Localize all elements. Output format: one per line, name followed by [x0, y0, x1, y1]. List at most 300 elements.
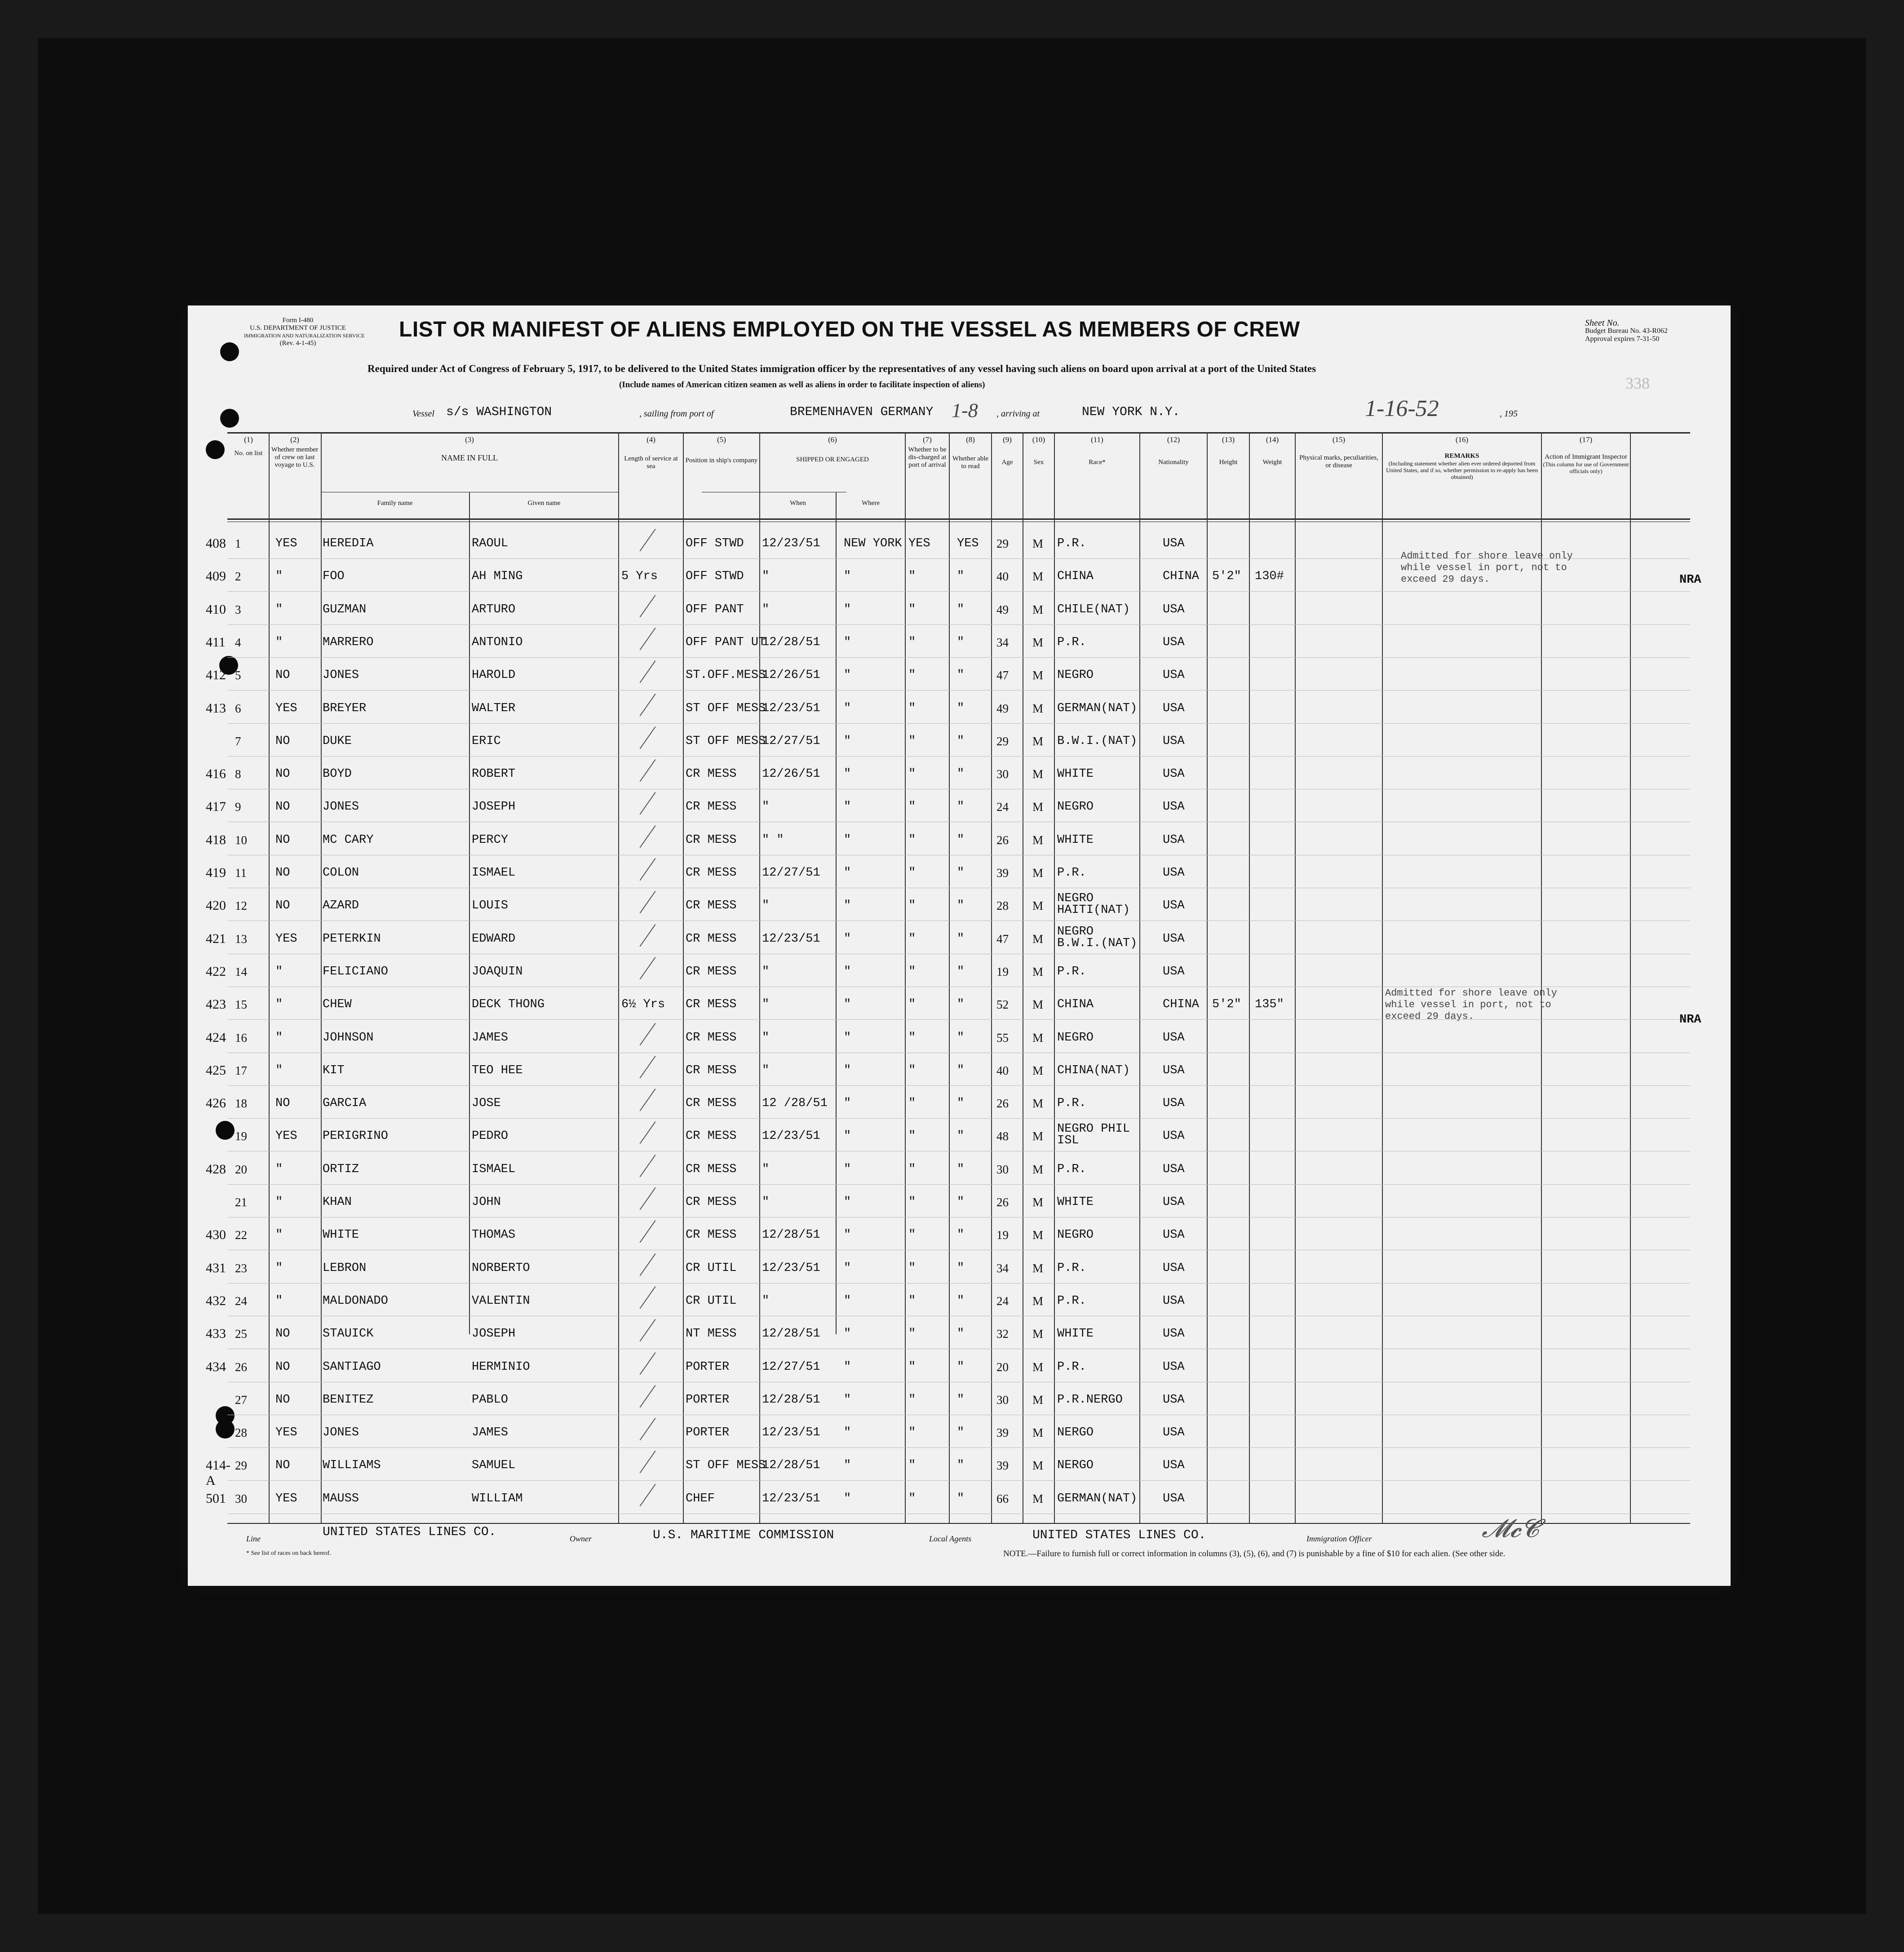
col-label: Weight — [1262, 459, 1282, 466]
header-col17 — [1542, 436, 1630, 474]
engaged-when: 12/23/51 — [762, 1426, 820, 1440]
col-number: (5) — [717, 435, 726, 444]
sex: M — [1032, 1294, 1044, 1308]
race: CHINA(NAT) — [1057, 1063, 1130, 1077]
family-name: JONES — [323, 668, 359, 682]
col-number: (10) — [1032, 435, 1045, 444]
family-name: MC CARY — [323, 833, 374, 847]
ship-position: ST OFF MESS — [686, 734, 766, 748]
row-number: 4 — [235, 635, 241, 649]
pen-stroke — [640, 1220, 656, 1243]
nationality: USA — [1163, 1261, 1185, 1275]
row-number: 11 — [235, 866, 247, 880]
discharged-at-arrival: " — [908, 965, 916, 978]
discharged-at-arrival: " — [908, 1162, 916, 1176]
col-number: (16) — [1455, 435, 1469, 444]
race: GERMAN(NAT) — [1057, 1492, 1138, 1505]
header-col10 — [1023, 436, 1054, 466]
sex: M — [1032, 965, 1044, 978]
column-divider — [759, 432, 760, 1523]
given-name: ISMAEL — [472, 1162, 516, 1176]
column-divider — [1139, 432, 1140, 1523]
race: P.R. — [1057, 1261, 1086, 1275]
nationality: USA — [1163, 1426, 1185, 1440]
service-length: 5 Yrs — [621, 570, 658, 584]
ship-position: OFF PANT — [686, 602, 744, 616]
nationality: USA — [1163, 800, 1185, 814]
sex: M — [1032, 635, 1044, 649]
row-number: 16 — [235, 1031, 247, 1045]
race: CHINA — [1057, 570, 1094, 584]
sex: M — [1032, 1063, 1044, 1077]
given-name: EDWARD — [472, 932, 516, 946]
discharged-at-arrival: " — [908, 932, 916, 946]
able-to-read: " — [957, 1129, 965, 1143]
handwritten-list-number: 409 — [206, 569, 226, 584]
nationality: USA — [1163, 767, 1185, 781]
nationality: USA — [1163, 1195, 1185, 1209]
col-number: (6) — [828, 435, 837, 444]
age: 34 — [996, 635, 1009, 649]
engaged-where: " — [844, 701, 851, 715]
pen-stroke — [640, 628, 656, 650]
nationality: CHINA — [1163, 998, 1200, 1012]
row-number: 2 — [235, 570, 241, 584]
row-rule — [227, 1085, 1690, 1086]
pen-stroke — [640, 694, 656, 716]
crew-last-voyage: NO — [275, 734, 290, 748]
able-to-read: " — [957, 1228, 965, 1242]
engaged-when: 12/28/51 — [762, 1393, 820, 1407]
discharged-at-arrival: " — [908, 1492, 916, 1505]
crew-last-voyage: " — [275, 635, 283, 649]
race: CHILE(NAT) — [1057, 602, 1130, 616]
row-number: 6 — [235, 701, 241, 715]
given-name: JAMES — [472, 1426, 509, 1440]
crew-last-voyage: " — [275, 998, 283, 1012]
age: 48 — [996, 1129, 1009, 1143]
pen-stroke — [640, 1418, 656, 1440]
family-name: CHEW — [323, 998, 352, 1012]
pen-stroke — [640, 957, 656, 979]
nationality: USA — [1163, 701, 1185, 715]
family-name: PERIGRINO — [323, 1129, 388, 1143]
handwritten-list-number: 428 — [206, 1161, 226, 1177]
crew-last-voyage: NO — [275, 800, 290, 814]
race: GERMAN(NAT) — [1057, 701, 1138, 715]
age: 26 — [996, 833, 1009, 847]
age: 28 — [996, 899, 1009, 913]
age: 30 — [996, 1393, 1009, 1407]
row-number: 10 — [235, 833, 247, 847]
row-number: 20 — [235, 1162, 247, 1176]
given-name: WALTER — [472, 701, 516, 715]
race: P.R. — [1057, 1360, 1086, 1374]
nationality: USA — [1163, 1031, 1185, 1045]
family-name: BREYER — [323, 701, 367, 715]
engaged-where: " — [844, 1097, 851, 1111]
ship-position: ST.OFF.MESS — [686, 668, 766, 682]
column-divider — [1382, 432, 1383, 1523]
age: 32 — [996, 1327, 1009, 1341]
given-name: JOHN — [472, 1195, 501, 1209]
family-name: PETERKIN — [323, 932, 381, 946]
race: NEGRO PHIL ISL — [1057, 1122, 1130, 1148]
engaged-when: 12/28/51 — [762, 1228, 820, 1242]
column-divider — [836, 492, 837, 1334]
family-name: ORTIZ — [323, 1162, 359, 1176]
handwritten-list-number: 411 — [206, 634, 226, 650]
family-name: MAUSS — [323, 1492, 359, 1505]
race: P.R. — [1057, 1162, 1086, 1176]
form-header-block — [244, 317, 365, 347]
given-name: JOSEPH — [472, 1327, 516, 1341]
column-divider — [1054, 432, 1055, 1523]
engaged-when: " — [762, 1063, 770, 1077]
engaged-where: " — [844, 1294, 851, 1308]
column-divider — [683, 432, 684, 1523]
given-name: PEDRO — [472, 1129, 509, 1143]
discharged-at-arrival: " — [908, 1261, 916, 1275]
given-name: ARTURO — [472, 602, 516, 616]
ship-position: OFF STWD — [686, 570, 744, 584]
given-name: PABLO — [472, 1393, 509, 1407]
col-number: (1) — [244, 435, 253, 444]
engaged-when: " — [762, 899, 770, 913]
nationality: USA — [1163, 635, 1185, 649]
sex: M — [1032, 767, 1044, 781]
engaged-when: 12/23/51 — [762, 1261, 820, 1275]
sex: M — [1032, 998, 1044, 1012]
service-name: IMMIGRATION AND NATURALIZATION SERVICE — [244, 332, 365, 339]
header-col3 — [321, 436, 618, 462]
row-number: 8 — [235, 767, 241, 781]
nationality: USA — [1163, 1360, 1185, 1374]
given-name: DECK THONG — [472, 998, 545, 1012]
year-label: , 195 — [1500, 409, 1518, 419]
row-rule — [227, 591, 1690, 592]
vessel-label: Vessel — [412, 409, 434, 419]
row-rule — [227, 690, 1690, 691]
sex: M — [1032, 833, 1044, 847]
column-divider — [618, 432, 619, 1523]
crew-last-voyage: NO — [275, 1327, 290, 1341]
pen-stroke — [640, 1253, 656, 1276]
engaged-when: " — [762, 1294, 770, 1308]
row-number: 13 — [235, 932, 247, 946]
col-label: Whether to be dis-charged at port of arrival — [908, 446, 947, 469]
given-name: PERCY — [472, 833, 509, 847]
nationality: USA — [1163, 1097, 1185, 1111]
header-col12 — [1140, 436, 1207, 466]
sex: M — [1032, 1228, 1044, 1242]
ship-position: CR MESS — [686, 1162, 737, 1176]
budget-bureau: Budget Bureau No. 43-R062 — [1585, 327, 1668, 335]
crew-last-voyage: NO — [275, 866, 290, 880]
sex: M — [1032, 1097, 1044, 1111]
column-divider — [321, 432, 322, 1523]
vessel-name: s/s WASHINGTON — [446, 405, 552, 419]
age: 19 — [996, 1228, 1009, 1242]
form-revision: (Rev. 4-1-45) — [279, 340, 316, 347]
able-to-read: " — [957, 833, 965, 847]
crew-last-voyage: YES — [275, 537, 297, 550]
engaged-where: " — [844, 1031, 851, 1045]
height: 5'2" — [1212, 570, 1241, 584]
column-divider — [905, 432, 906, 1523]
col-label: Race* — [1089, 459, 1106, 466]
family-name: WILLIAMS — [323, 1459, 381, 1473]
ship-position: ST OFF MESS — [686, 1459, 766, 1473]
header-col13 — [1208, 436, 1249, 466]
nationality: USA — [1163, 965, 1185, 978]
age: 26 — [996, 1195, 1009, 1209]
row-number: 15 — [235, 998, 247, 1012]
given-name: JOSE — [472, 1097, 501, 1111]
age: 39 — [996, 1426, 1009, 1440]
row-number: 3 — [235, 602, 241, 616]
age: 47 — [996, 668, 1009, 682]
able-to-read: " — [957, 1426, 965, 1440]
crew-last-voyage: NO — [275, 1360, 290, 1374]
engaged-where: " — [844, 1129, 851, 1143]
sex: M — [1032, 1261, 1044, 1275]
able-to-read: " — [957, 1327, 965, 1341]
engaged-where: " — [844, 1228, 851, 1242]
header-family: Family name — [377, 500, 413, 507]
arriving-label: , arriving at — [996, 409, 1040, 419]
row-number: 9 — [235, 800, 241, 814]
col-label: Whether member of crew on last voyage to U.S. — [271, 446, 319, 469]
engaged-where: " — [844, 1393, 851, 1407]
ship-position: CR MESS — [686, 965, 737, 978]
family-name: WHITE — [323, 1228, 359, 1242]
engaged-where: " — [844, 998, 851, 1012]
row-number: 1 — [235, 537, 241, 550]
sex: M — [1032, 800, 1044, 814]
header-when: When — [790, 500, 806, 507]
sex: M — [1032, 1426, 1044, 1440]
col-label: Whether able to read — [952, 455, 989, 470]
race: NEGRO — [1057, 668, 1094, 682]
handwritten-date-2: 1-16-52 — [1365, 396, 1439, 421]
family-name: BENITEZ — [323, 1393, 374, 1407]
subtitle: Required under Act of Congress of February 5, 1917, to be delivered to the United States immigration officer by the representatives of any vessel having such aliens on board upon arrival at a port of the United States — [368, 363, 1316, 374]
handwritten-list-number: 501 — [206, 1491, 226, 1506]
given-name: ERIC — [472, 734, 501, 748]
row-rule — [227, 1283, 1690, 1284]
page-title: LIST OR MANIFEST OF ALIENS EMPLOYED ON THE VESSEL AS MEMBERS OF CREW — [399, 318, 1300, 341]
able-to-read: " — [957, 734, 965, 748]
age: 40 — [996, 570, 1009, 584]
race: P.R. — [1057, 1097, 1086, 1111]
handwritten-list-number: 418 — [206, 832, 226, 847]
given-name: JAMES — [472, 1031, 509, 1045]
ship-position: CR MESS — [686, 932, 737, 946]
row-number: 14 — [235, 965, 247, 978]
given-name: HAROLD — [472, 668, 516, 682]
family-name: LEBRON — [323, 1261, 367, 1275]
family-name: GARCIA — [323, 1097, 367, 1111]
row-number: 26 — [235, 1360, 247, 1374]
family-name: BOYD — [323, 767, 352, 781]
crew-last-voyage: YES — [275, 1129, 297, 1143]
engaged-where: " — [844, 1459, 851, 1473]
discharged-at-arrival: " — [908, 1228, 916, 1242]
pen-stroke — [640, 858, 656, 881]
able-to-read: " — [957, 1261, 965, 1275]
race: P.R. — [1057, 1294, 1086, 1308]
line-value: UNITED STATES LINES CO. — [323, 1525, 496, 1539]
sex: M — [1032, 734, 1044, 748]
discharged-at-arrival: " — [908, 1393, 916, 1407]
handwritten-list-number: 430 — [206, 1227, 226, 1243]
family-name: DUKE — [323, 734, 352, 748]
header-col5 — [684, 436, 759, 465]
pen-stroke — [640, 1121, 656, 1144]
race: NEGRO — [1057, 800, 1094, 814]
stamp-number: 338 — [1625, 374, 1650, 392]
engaged-when: 12 /28/51 — [762, 1097, 828, 1111]
nationality: USA — [1163, 1492, 1185, 1505]
pen-stroke — [640, 1451, 656, 1473]
engaged-when: 12/23/51 — [762, 537, 820, 550]
row-rule — [227, 1480, 1690, 1481]
handwritten-list-number: 408 — [206, 536, 226, 551]
sex: M — [1032, 1195, 1044, 1209]
able-to-read: " — [957, 668, 965, 682]
row-number: 17 — [235, 1063, 247, 1077]
header-col15 — [1296, 436, 1382, 469]
row-number: 23 — [235, 1261, 247, 1275]
able-to-read: " — [957, 767, 965, 781]
given-name: RAOUL — [472, 537, 509, 550]
discharged-at-arrival: " — [908, 1097, 916, 1111]
engaged-when: 12/28/51 — [762, 1459, 820, 1473]
race: NEGRO HAITI(NAT) — [1057, 892, 1130, 917]
col-number: (2) — [290, 435, 299, 444]
column-divider — [1295, 432, 1296, 1523]
family-name: KHAN — [323, 1195, 352, 1209]
ship-position: CR MESS — [686, 1097, 737, 1111]
column-divider — [269, 432, 270, 1523]
given-name: ANTONIO — [472, 635, 523, 649]
punch-hole — [216, 1420, 235, 1439]
col-number: (17) — [1579, 435, 1593, 444]
sex: M — [1032, 1129, 1044, 1143]
race: P.R. — [1057, 866, 1086, 880]
nationality: USA — [1163, 1162, 1185, 1176]
column-divider — [1630, 432, 1631, 1523]
engaged-when: " — [762, 570, 770, 584]
row-number: 22 — [235, 1228, 247, 1242]
ship-position: CR UTIL — [686, 1294, 737, 1308]
race: NEGRO — [1057, 1228, 1094, 1242]
handwritten-list-number: 421 — [206, 931, 226, 946]
discharged-at-arrival: " — [908, 1129, 916, 1143]
age: 39 — [996, 866, 1009, 880]
family-name: SANTIAGO — [323, 1360, 381, 1374]
age: 66 — [996, 1492, 1009, 1505]
engaged-where: " — [844, 899, 851, 913]
engaged-where: " — [844, 1327, 851, 1341]
age: 26 — [996, 1097, 1009, 1111]
family-name: GUZMAN — [323, 602, 367, 616]
height: 5'2" — [1212, 998, 1241, 1012]
family-name: JONES — [323, 1426, 359, 1440]
engaged-when: 12/26/51 — [762, 668, 820, 682]
family-name: AZARD — [323, 899, 359, 913]
pen-stroke — [640, 1023, 656, 1045]
discharged-at-arrival: " — [908, 1294, 916, 1308]
col-number: (3) — [465, 435, 474, 444]
pen-stroke — [640, 529, 656, 551]
discharged-at-arrival: " — [908, 767, 916, 781]
header-given: Given name — [527, 500, 561, 507]
sex: M — [1032, 1459, 1044, 1473]
ship-position: CR MESS — [686, 899, 737, 913]
age: 49 — [996, 602, 1009, 616]
crew-last-voyage: " — [275, 570, 283, 584]
nationality: USA — [1163, 1393, 1185, 1407]
discharged-at-arrival: " — [908, 1195, 916, 1209]
sex: M — [1032, 1492, 1044, 1505]
able-to-read: " — [957, 701, 965, 715]
given-name: WILLIAM — [472, 1492, 523, 1505]
approval-expires: Approval expires 7-31-50 — [1585, 335, 1660, 343]
age: 40 — [996, 1063, 1009, 1077]
family-name: HEREDIA — [323, 537, 374, 550]
pen-stroke — [640, 595, 656, 617]
col-label: Height — [1219, 459, 1238, 466]
nationality: CHINA — [1163, 570, 1200, 584]
engaged-when: 12/28/51 — [762, 635, 820, 649]
header-top-rule — [227, 432, 1690, 434]
form-number: Form I-480 — [282, 317, 314, 324]
engaged-where: " — [844, 1261, 851, 1275]
engaged-where: " — [844, 800, 851, 814]
able-to-read: " — [957, 1360, 965, 1374]
row-number: 7 — [235, 734, 241, 748]
ship-position: CR MESS — [686, 1031, 737, 1045]
handwritten-list-number: 432 — [206, 1293, 226, 1308]
col-number: (4) — [646, 435, 655, 444]
given-name: LOUIS — [472, 899, 509, 913]
discharged-at-arrival: " — [908, 1360, 916, 1374]
row-number: 24 — [235, 1294, 247, 1308]
family-name: MALDONADO — [323, 1294, 388, 1308]
header-col7 — [906, 436, 949, 469]
discharged-at-arrival: " — [908, 1031, 916, 1045]
handwritten-list-number: 414-A — [206, 1458, 230, 1488]
row-rule — [227, 1184, 1690, 1185]
subtitle-note: (Include names of American citizen seamen as well as aliens in order to facilitate inspection of aliens) — [619, 380, 985, 390]
discharged-at-arrival: " — [908, 602, 916, 616]
sex: M — [1032, 1360, 1044, 1374]
engaged-where: " — [844, 767, 851, 781]
ship-position: ST OFF MESS — [686, 701, 766, 715]
given-name: VALENTIN — [472, 1294, 530, 1308]
action-row-15: NRA — [1679, 1013, 1701, 1027]
crew-last-voyage: " — [275, 602, 283, 616]
ship-position: CR UTIL — [686, 1261, 737, 1275]
row-number: 29 — [235, 1459, 247, 1473]
race: WHITE — [1057, 1327, 1094, 1341]
discharged-at-arrival: " — [908, 570, 916, 584]
arrival-port: NEW YORK N.Y. — [1082, 405, 1180, 419]
able-to-read: " — [957, 1097, 965, 1111]
crew-last-voyage: NO — [275, 1393, 290, 1407]
